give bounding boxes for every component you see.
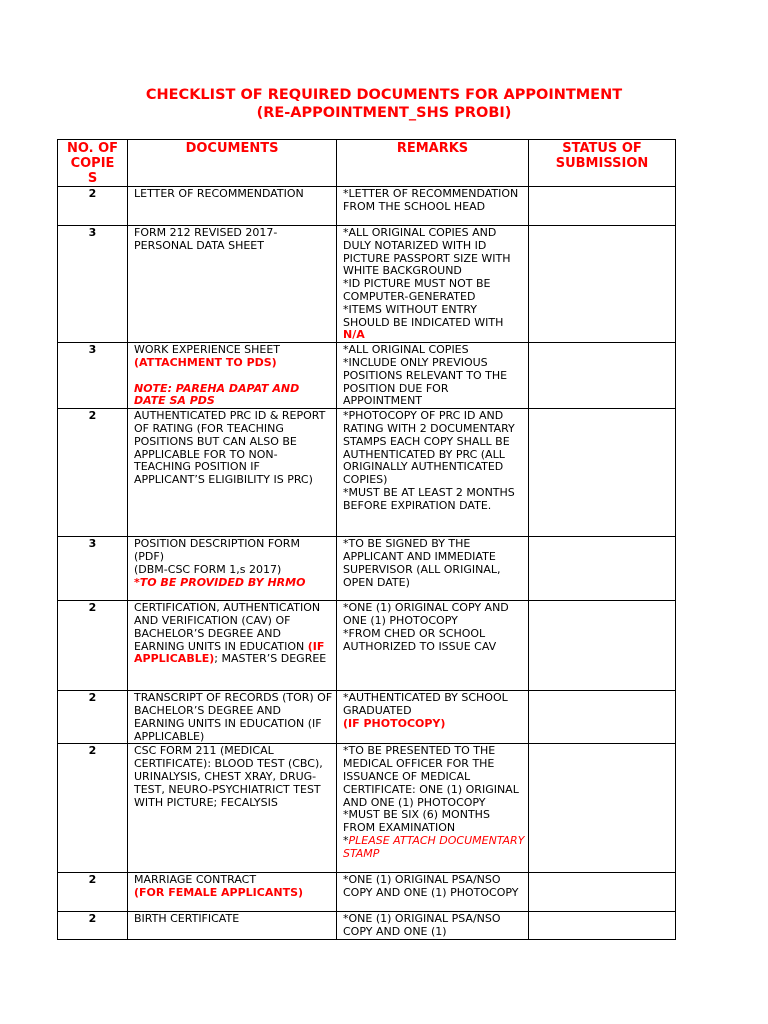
title-line-2: (RE-APPOINTMENT_SHS PROBI) <box>256 105 512 121</box>
status-cell[interactable] <box>529 873 676 912</box>
copies-cell: 2 <box>58 691 128 744</box>
document-cell <box>128 691 337 744</box>
remarks-cell <box>337 601 529 691</box>
remarks-text: *AUTHENTICATED BY SCHOOL GRADUATED <box>343 691 512 717</box>
remarks-text: *LETTER OF RECOMMENDATION FROM THE SCHOOL HEAD <box>343 187 522 213</box>
remarks-text: *MUST BE SIX (6) MONTHS FROM EXAMINATION <box>343 808 494 835</box>
remarks-text: *ONE (1) ORIGINAL PSA/NSO COPY AND ONE (1) <box>343 912 505 939</box>
document-title <box>0 86 768 122</box>
remarks-text: *ALL ORIGINAL COPIES <box>343 343 469 357</box>
status-cell[interactable] <box>529 691 676 744</box>
remarks-highlight: (IF PHOTOCOPY) <box>343 716 446 730</box>
document-highlight: (ATTACHMENT TO PDS) <box>134 355 277 369</box>
document-text: CSC FORM 211 (MEDICAL CERTIFICATE): BLOOD TEST (CBC), URINALYSIS, CHEST XRAY, DRUG-TEST, NEURO-PSYCHIATRICT TEST WITH PICTURE; FECALYSIS <box>134 744 327 809</box>
document-cell <box>128 912 337 940</box>
remarks-text: *ID PICTURE MUST NOT BE COMPUTER-GENERATED <box>343 277 494 303</box>
remarks-text: * <box>343 833 349 847</box>
document-note: NOTE: PAREHA DAPAT AND DATE SA PDS <box>134 381 304 408</box>
document-text: MARRIAGE CONTRACT <box>134 873 257 887</box>
remarks-text: *TO BE SIGNED BY THE APPLICANT AND IMMEDIATE SUPERVISOR (ALL ORIGINAL, OPEN DATE) <box>343 537 504 589</box>
document-note: *TO BE PROVIDED BY HRMO <box>134 575 306 589</box>
copies-cell: 2 <box>58 187 128 226</box>
remarks-cell <box>337 537 529 601</box>
table-row <box>58 601 676 691</box>
remarks-cell <box>337 873 529 912</box>
table-row <box>58 691 676 744</box>
status-cell[interactable] <box>529 187 676 226</box>
remarks-cell <box>337 691 529 744</box>
header-copies: NO. OF COPIE S <box>58 140 128 187</box>
table-row <box>58 873 676 912</box>
remarks-cell <box>337 343 529 409</box>
status-cell[interactable] <box>529 409 676 537</box>
checklist-table <box>57 139 676 940</box>
copies-cell: 3 <box>58 537 128 601</box>
header-remarks: REMARKS <box>337 140 529 187</box>
document-cell <box>128 187 337 226</box>
table-row <box>58 187 676 226</box>
document-highlight: (FOR FEMALE APPLICANTS) <box>134 886 304 900</box>
status-cell[interactable] <box>529 343 676 409</box>
copies-cell: 3 <box>58 343 128 409</box>
document-cell <box>128 537 337 601</box>
document-text: LETTER OF RECOMMENDATION <box>134 187 304 200</box>
header-documents: DOCUMENTS <box>128 140 337 187</box>
remarks-cell <box>337 409 529 537</box>
copies-cell: 2 <box>58 409 128 537</box>
document-text: (DBM-CSC FORM 1,s 2017) <box>134 562 282 576</box>
remarks-text: *ONE (1) ORIGINAL COPY AND ONE (1) PHOTOCOPY <box>343 601 513 627</box>
document-text: CERTIFICATION, AUTHENTICATION AND VERIFICATION (CAV) OF BACHELOR’S DEGREE AND EARNING UNITS IN EDUCATION <box>134 601 321 653</box>
document-cell <box>128 601 337 691</box>
document-text: WORK EXPERIENCE SHEET <box>134 343 281 357</box>
remarks-text: *MUST BE AT LEAST 2 MONTHS BEFORE EXPIRATION DATE. <box>343 485 519 512</box>
remarks-text: *FROM CHED OR SCHOOL AUTHORIZED TO ISSUE CAV <box>343 626 497 653</box>
title-line-1: CHECKLIST OF REQUIRED DOCUMENTS FOR APPOINTMENT <box>145 87 623 103</box>
table-header-row <box>58 140 676 187</box>
copies-cell: 2 <box>58 912 128 940</box>
document-cell <box>128 744 337 873</box>
remarks-text: *TO BE PRESENTED TO THE MEDICAL OFFICER FOR THE ISSUANCE OF MEDICAL CERTIFICATE: ONE (1) ORIGINAL AND ONE (1) PHOTOCOPY <box>343 744 523 809</box>
table-row <box>58 409 676 537</box>
table-row <box>58 343 676 409</box>
document-highlight: (IF APPLICABLE) <box>134 639 325 666</box>
document-text: AUTHENTICATED PRC ID & REPORT OF RATING (FOR TEACHING POSITIONS BUT CAN ALSO BE APPLICABLE FOR TO NON-TEACHING POSITION IF APPLICANT’S ELIGIBILITY IS PRC) <box>134 409 329 487</box>
document-cell <box>128 409 337 537</box>
copies-cell: 2 <box>58 873 128 912</box>
document-cell <box>128 226 337 343</box>
status-cell[interactable] <box>529 226 676 343</box>
document-cell <box>128 873 337 912</box>
document-cell <box>128 343 337 409</box>
copies-cell: 2 <box>58 601 128 691</box>
remarks-text: *ONE (1) ORIGINAL PSA/NSO COPY AND ONE (1) PHOTOCOPY <box>343 873 519 900</box>
document-text: FORM 212 REVISED 2017- PERSONAL DATA SHEET <box>134 226 281 252</box>
document-text: ; MASTER’S DEGREE <box>214 652 327 666</box>
header-status: STATUS OF SUBMISSION <box>529 140 676 187</box>
remarks-text: *ITEMS WITHOUT ENTRY SHOULD BE INDICATED WITH <box>343 302 504 329</box>
table-row <box>58 537 676 601</box>
remarks-cell <box>337 187 529 226</box>
remarks-text: *PHOTOCOPY OF PRC ID AND RATING WITH 2 DOCUMENTARY STAMPS EACH COPY SHALL BE AUTHENTICATED BY PRC (ALL ORIGINALLY AUTHENTICATED COPIES) <box>343 409 519 487</box>
table-row <box>58 912 676 940</box>
remarks-cell <box>337 912 529 940</box>
remarks-note: PLEASE ATTACH DOCUMENTARY STAMP <box>343 833 525 860</box>
remarks-text: *ALL ORIGINAL COPIES AND DULY NOTARIZED WITH ID PICTURE PASSPORT SIZE WITH WHITE BACKGROUND <box>343 226 515 278</box>
status-cell[interactable] <box>529 537 676 601</box>
document-text: TRANSCRIPT OF RECORDS (TOR) OF BACHELOR’S DEGREE AND EARNING UNITS IN EDUCATION (IF APPLICABLE) <box>134 691 336 743</box>
copies-cell: 3 <box>58 226 128 343</box>
remarks-text: *INCLUDE ONLY PREVIOUS POSITIONS RELEVANT TO THE POSITION DUE FOR APPOINTMENT <box>343 355 511 408</box>
remarks-cell <box>337 744 529 873</box>
table-row <box>58 226 676 343</box>
spacer <box>134 370 333 383</box>
status-cell[interactable] <box>529 912 676 940</box>
remarks-highlight: N/A <box>343 328 365 342</box>
copies-cell: 2 <box>58 744 128 873</box>
document-text: BIRTH CERTIFICATE <box>134 912 240 926</box>
status-cell[interactable] <box>529 744 676 873</box>
remarks-cell <box>337 226 529 343</box>
document-text: POSITION DESCRIPTION FORM (PDF) <box>134 537 304 563</box>
status-cell[interactable] <box>529 601 676 691</box>
table-row <box>58 744 676 873</box>
